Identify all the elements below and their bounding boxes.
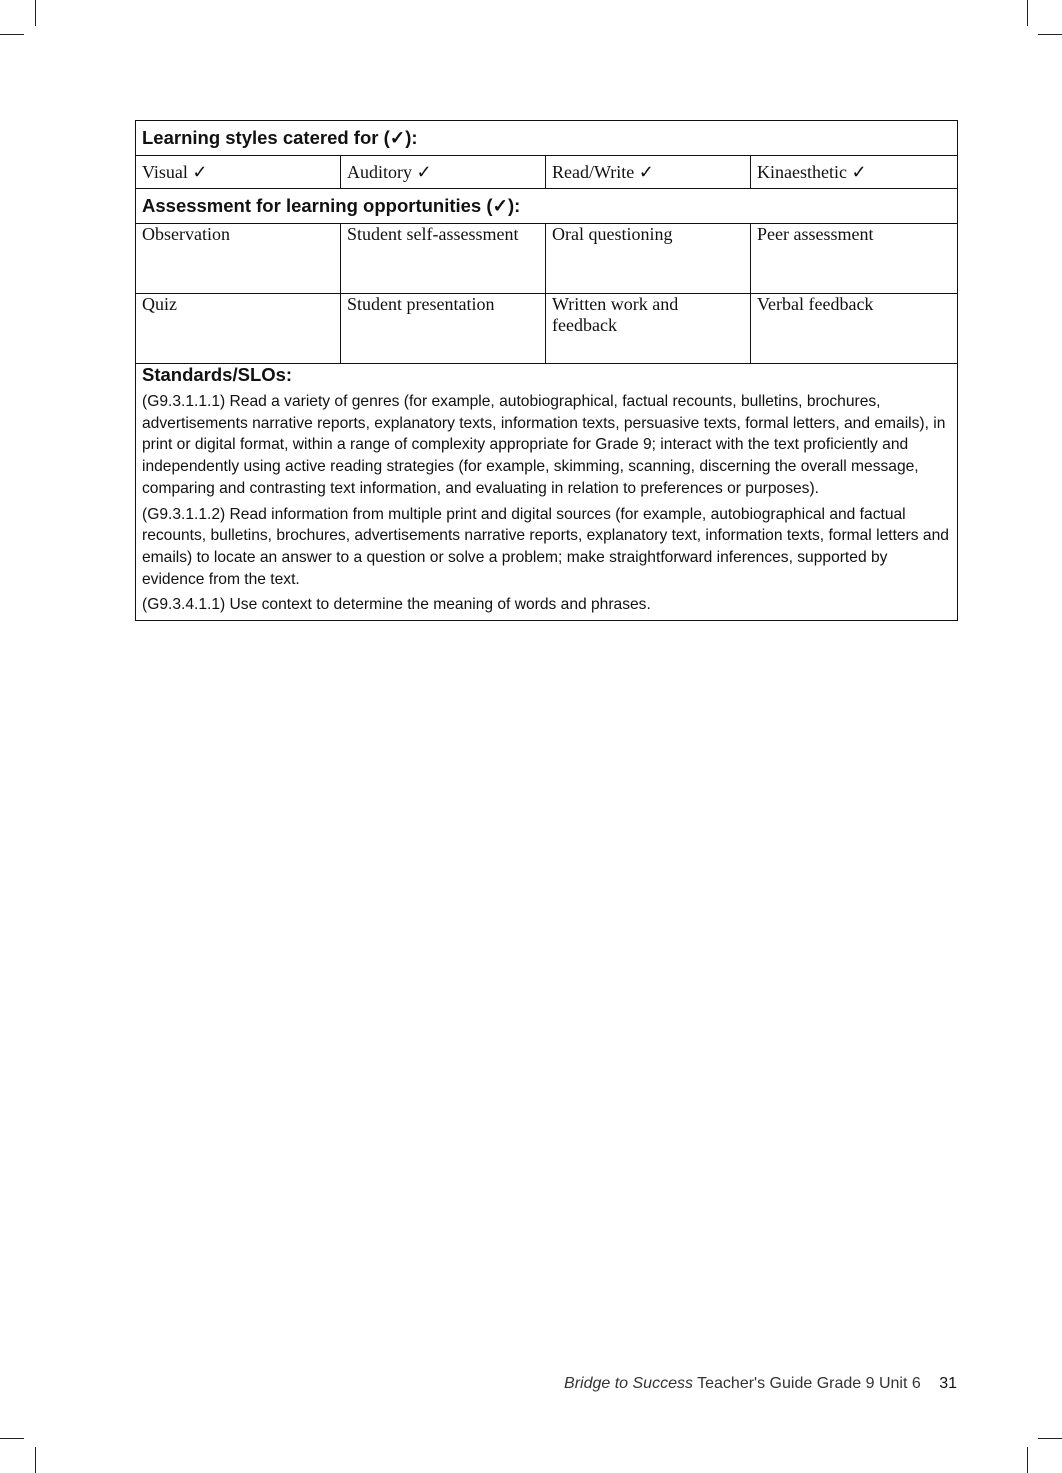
assessment-verbal: Verbal feedback [751, 294, 958, 364]
assessment-presentation: Student presentation [341, 294, 546, 364]
crop-mark [1038, 34, 1062, 35]
assessment-peer: Peer assessment [751, 224, 958, 294]
style-auditory: Auditory ✓ [341, 156, 546, 189]
assessment-written: Written work and feedback [546, 294, 751, 364]
book-title: Bridge to Success [564, 1375, 693, 1392]
slo-paragraph: (G9.3.4.1.1) Use context to determine the meaning of words and phrases. [142, 596, 651, 614]
crop-mark [35, 0, 36, 26]
guide-title: Teacher's Guide Grade 9 Unit 6 [697, 1375, 921, 1392]
lesson-plan-table [135, 120, 958, 621]
assessment-heading: Assessment for learning opportunities (✓): [136, 189, 958, 224]
page-footer [564, 1375, 957, 1393]
standards-heading: Standards/SLOs: [142, 364, 293, 385]
slo-paragraph: (G9.3.1.1.2) Read information from multiple print and digital sources (for example, autobiographical and factual recounts, bulletins, brochures, advertisements narrative reports, explanatory text, information texts, formal letters and emails) to locate an answer to a question or solve a problem; make straightforward inferences, supported by evidence from the text. [142, 505, 949, 588]
crop-mark [1027, 0, 1028, 26]
crop-mark [1038, 1438, 1062, 1439]
crop-mark [0, 1438, 24, 1439]
slo-paragraph: (G9.3.1.1.1) Read a variety of genres (for example, autobiographical, factual recounts, bulletins, brochures, advertisements narrative reports, explanatory texts, information texts, persuasive texts, formal letters, and emails), in print or digital format, within a range of complexity appropriate for Grade 9; interact with the text proficiently and independently using active reading strategies (for example, skimming, scanning, discerning the overall message, comparing and contrasting text information, and evaluating in relation to preferences or purposes). [142, 393, 946, 497]
crop-mark [35, 1447, 36, 1473]
assessment-quiz: Quiz [136, 294, 341, 364]
style-kinaesthetic: Kinaesthetic ✓ [751, 156, 958, 189]
crop-mark [0, 34, 24, 35]
page-number: 31 [939, 1375, 957, 1392]
crop-mark [1027, 1447, 1028, 1473]
style-read-write: Read/Write ✓ [546, 156, 751, 189]
assessment-oral: Oral questioning [546, 224, 751, 294]
assessment-observation: Observation [136, 224, 341, 294]
standards-cell [136, 364, 958, 621]
style-visual: Visual ✓ [136, 156, 341, 189]
learning-styles-heading: Learning styles catered for (✓): [136, 121, 958, 156]
assessment-self: Student self-assessment [341, 224, 546, 294]
